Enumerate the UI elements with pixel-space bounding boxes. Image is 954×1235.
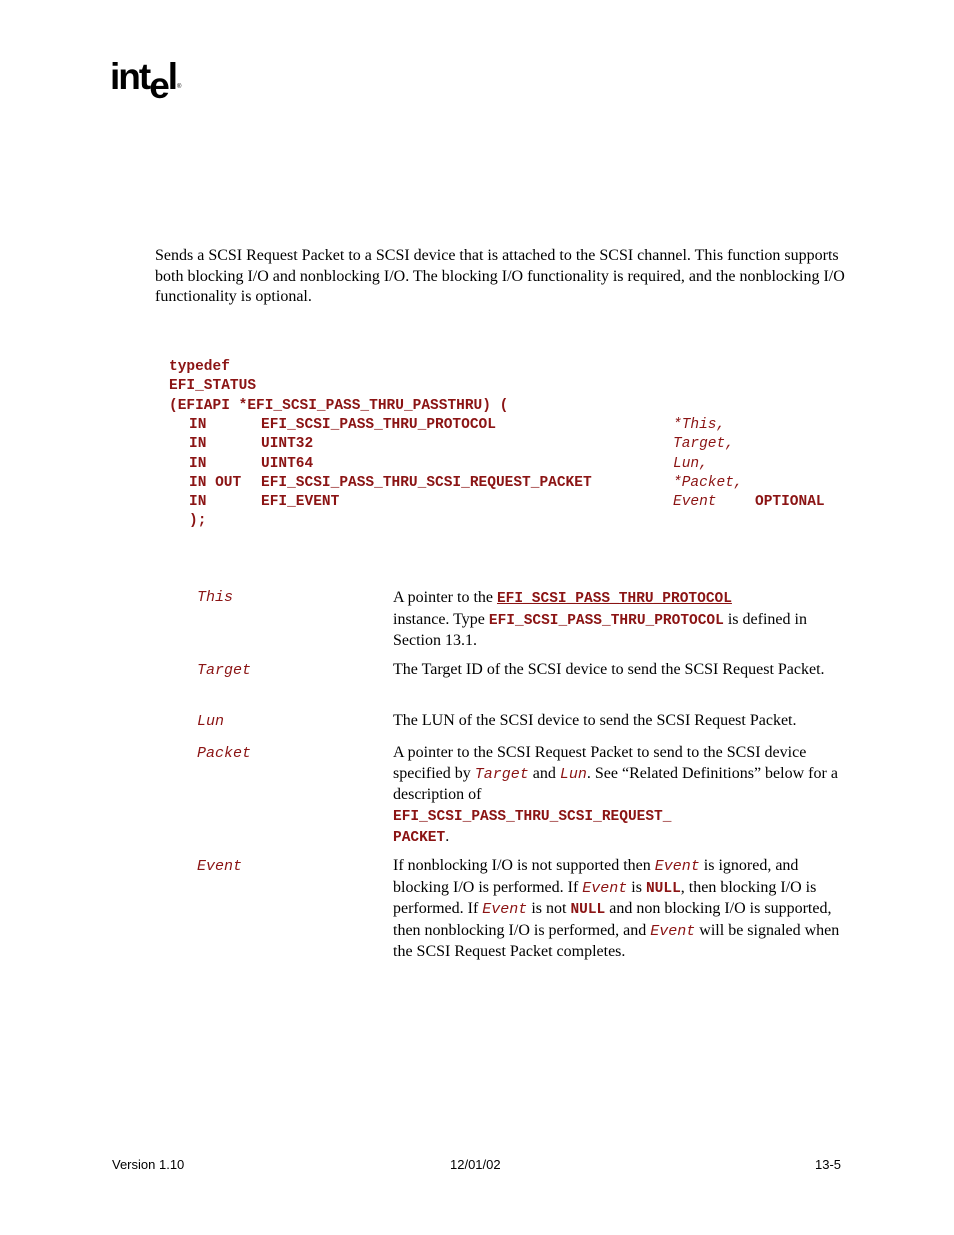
param-desc-this: A pointer to the EFI_SCSI_PASS_THRU_PROTOCOL instance. Type EFI_SCSI_PASS_THRU_PROTOCOL is defined in Section 13.1.: [393, 589, 807, 649]
code-dir: IN: [189, 455, 207, 472]
code-optional-keyword: OPTIONAL: [755, 494, 825, 511]
logo-text: intel: [110, 56, 177, 106]
code-type: EFI_SCSI_PASS_THRU_SCSI_REQUEST_PACKET: [261, 474, 592, 491]
param-name-lun: Lun: [197, 713, 225, 730]
intel-logo: [110, 56, 182, 106]
code-param-name: Lun,: [673, 455, 708, 472]
code-close-paren: );: [189, 513, 207, 530]
logo-registered-mark: ®: [177, 84, 182, 90]
code-dir: IN OUT: [189, 474, 242, 491]
code-param-name: *This,: [673, 416, 726, 433]
code-type: UINT32: [261, 436, 314, 453]
param-desc-lun: The LUN of the SCSI device to send the SCSI Request Packet.: [393, 712, 797, 729]
description-paragraph: Sends a SCSI Request Packet to a SCSI device that is attached to the SCSI channel. This function supports both blocking I/O and nonblocking I/O. The blocking I/O functionality is required, and the nonblocking I/O functionality is optional.: [155, 247, 845, 305]
footer-page-number: 13-5: [815, 1157, 842, 1172]
code-param-name: Target,: [673, 436, 734, 453]
code-param-name: *Packet,: [673, 474, 743, 491]
prototype-code-block: [169, 358, 849, 538]
code-dir: IN: [189, 494, 207, 511]
param-name-packet: Packet: [197, 745, 252, 762]
code-dir: IN: [189, 416, 207, 433]
param-desc-event: If nonblocking I/O is not supported then Event is ignored, and blocking I/O is performed. If Event is NULL, then blocking I/O is performed. If Event is not NULL and non blocking I/O is supported, then nonblocking I/O is performed, and Event will be signaled when the SCSI Request Packet completes.: [393, 857, 840, 960]
code-param-name: Event: [673, 494, 717, 511]
param-desc-packet: A pointer to the SCSI Request Packet to send to the SCSI device specified by Target and Lun. See “Related Definitions” below for a description of EFI_SCSI_PASS_THRU_SCSI_REQUEST_ PACKET.: [393, 744, 838, 846]
param-name-this: This: [197, 589, 234, 606]
code-dir: IN: [189, 436, 207, 453]
code-typedef: typedef: [169, 359, 230, 375]
code-type: EFI_EVENT: [261, 494, 340, 511]
code-type: UINT64: [261, 455, 314, 472]
code-type: EFI_SCSI_PASS_THRU_PROTOCOL: [261, 416, 496, 433]
param-name-event: Event: [197, 858, 243, 875]
footer-version: Version 1.10: [112, 1157, 185, 1172]
code-function-pointer: (EFIAPI *EFI_SCSI_PASS_THRU_PASSTHRU) (: [169, 397, 509, 414]
footer-date: 12/01/02: [450, 1157, 501, 1172]
param-desc-target: The Target ID of the SCSI device to send the SCSI Request Packet.: [393, 661, 825, 678]
param-name-target: Target: [197, 662, 252, 679]
code-return-type: EFI_STATUS: [169, 378, 257, 395]
protocol-link[interactable]: EFI_SCSI_PASS_THRU_PROTOCOL: [496, 591, 732, 607]
